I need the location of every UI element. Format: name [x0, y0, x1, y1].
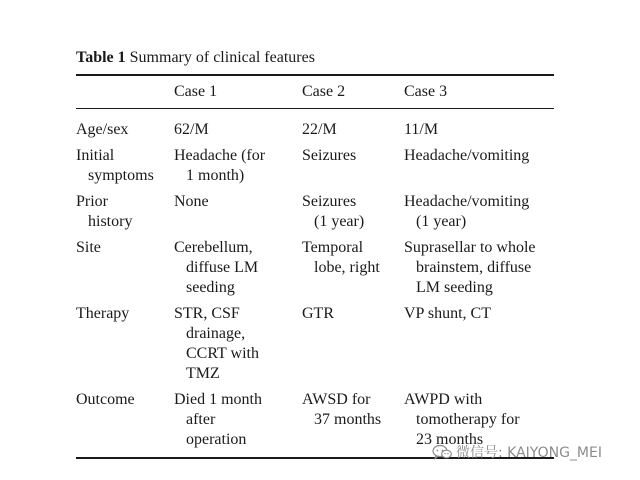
row-label-initial-symptoms: Initial symptoms — [76, 147, 154, 184]
wechat-logo-icon — [432, 444, 452, 460]
cell-therapy-case-3: VP shunt, CT — [404, 305, 491, 322]
cell-prior-history-case-1: None — [174, 193, 209, 210]
table-caption-label: Table 1 — [76, 49, 126, 66]
cell-age-sex-case-2: 22/M — [302, 121, 337, 138]
cell-outcome-case-2: AWSD for 37 months — [302, 391, 382, 428]
row-label-age-sex: Age/sex — [76, 121, 129, 138]
table-header-rule — [76, 108, 554, 109]
cell-outcome-case-1: Died 1 month after operation — [174, 391, 262, 448]
cell-site-case-2: Temporal lobe, right — [302, 239, 380, 276]
table-caption-title: Summary of clinical features — [129, 49, 315, 66]
cell-age-sex-case-3: 11/M — [404, 121, 439, 138]
table-caption — [76, 48, 315, 68]
column-header-case-1: Case 1 — [174, 83, 218, 100]
cell-initial-symptoms-case-2: Seizures — [302, 147, 357, 164]
cell-site-case-3: Suprasellar to whole brainstem, diffuse LM seeding — [404, 239, 536, 296]
row-label-prior-history: Prior history — [76, 193, 133, 230]
row-label-therapy: Therapy — [76, 305, 130, 322]
table-top-rule — [76, 74, 554, 76]
cell-prior-history-case-2: Seizures (1 year) — [302, 193, 365, 230]
watermark-text: 微信号: KAIYONG_MEI — [456, 445, 602, 461]
cell-initial-symptoms-case-1: Headache (for 1 month) — [174, 147, 266, 184]
column-header-case-3: Case 3 — [404, 83, 448, 100]
cell-outcome-case-3: AWPD with tomotherapy for 23 months — [404, 391, 520, 448]
cell-therapy-case-1: STR, CSF drainage, CCRT with TMZ — [174, 305, 259, 382]
watermark — [432, 442, 602, 462]
row-label-site: Site — [76, 239, 101, 256]
cell-prior-history-case-3: Headache/vomiting (1 year) — [404, 193, 530, 230]
column-header-case-2: Case 2 — [302, 83, 346, 100]
cell-age-sex-case-1: 62/M — [174, 121, 209, 138]
cell-initial-symptoms-case-3: Headache/vomiting — [404, 147, 530, 164]
cell-therapy-case-2: GTR — [302, 305, 334, 322]
cell-site-case-1: Cerebellum, diffuse LM seeding — [174, 239, 259, 296]
row-label-outcome: Outcome — [76, 391, 135, 408]
